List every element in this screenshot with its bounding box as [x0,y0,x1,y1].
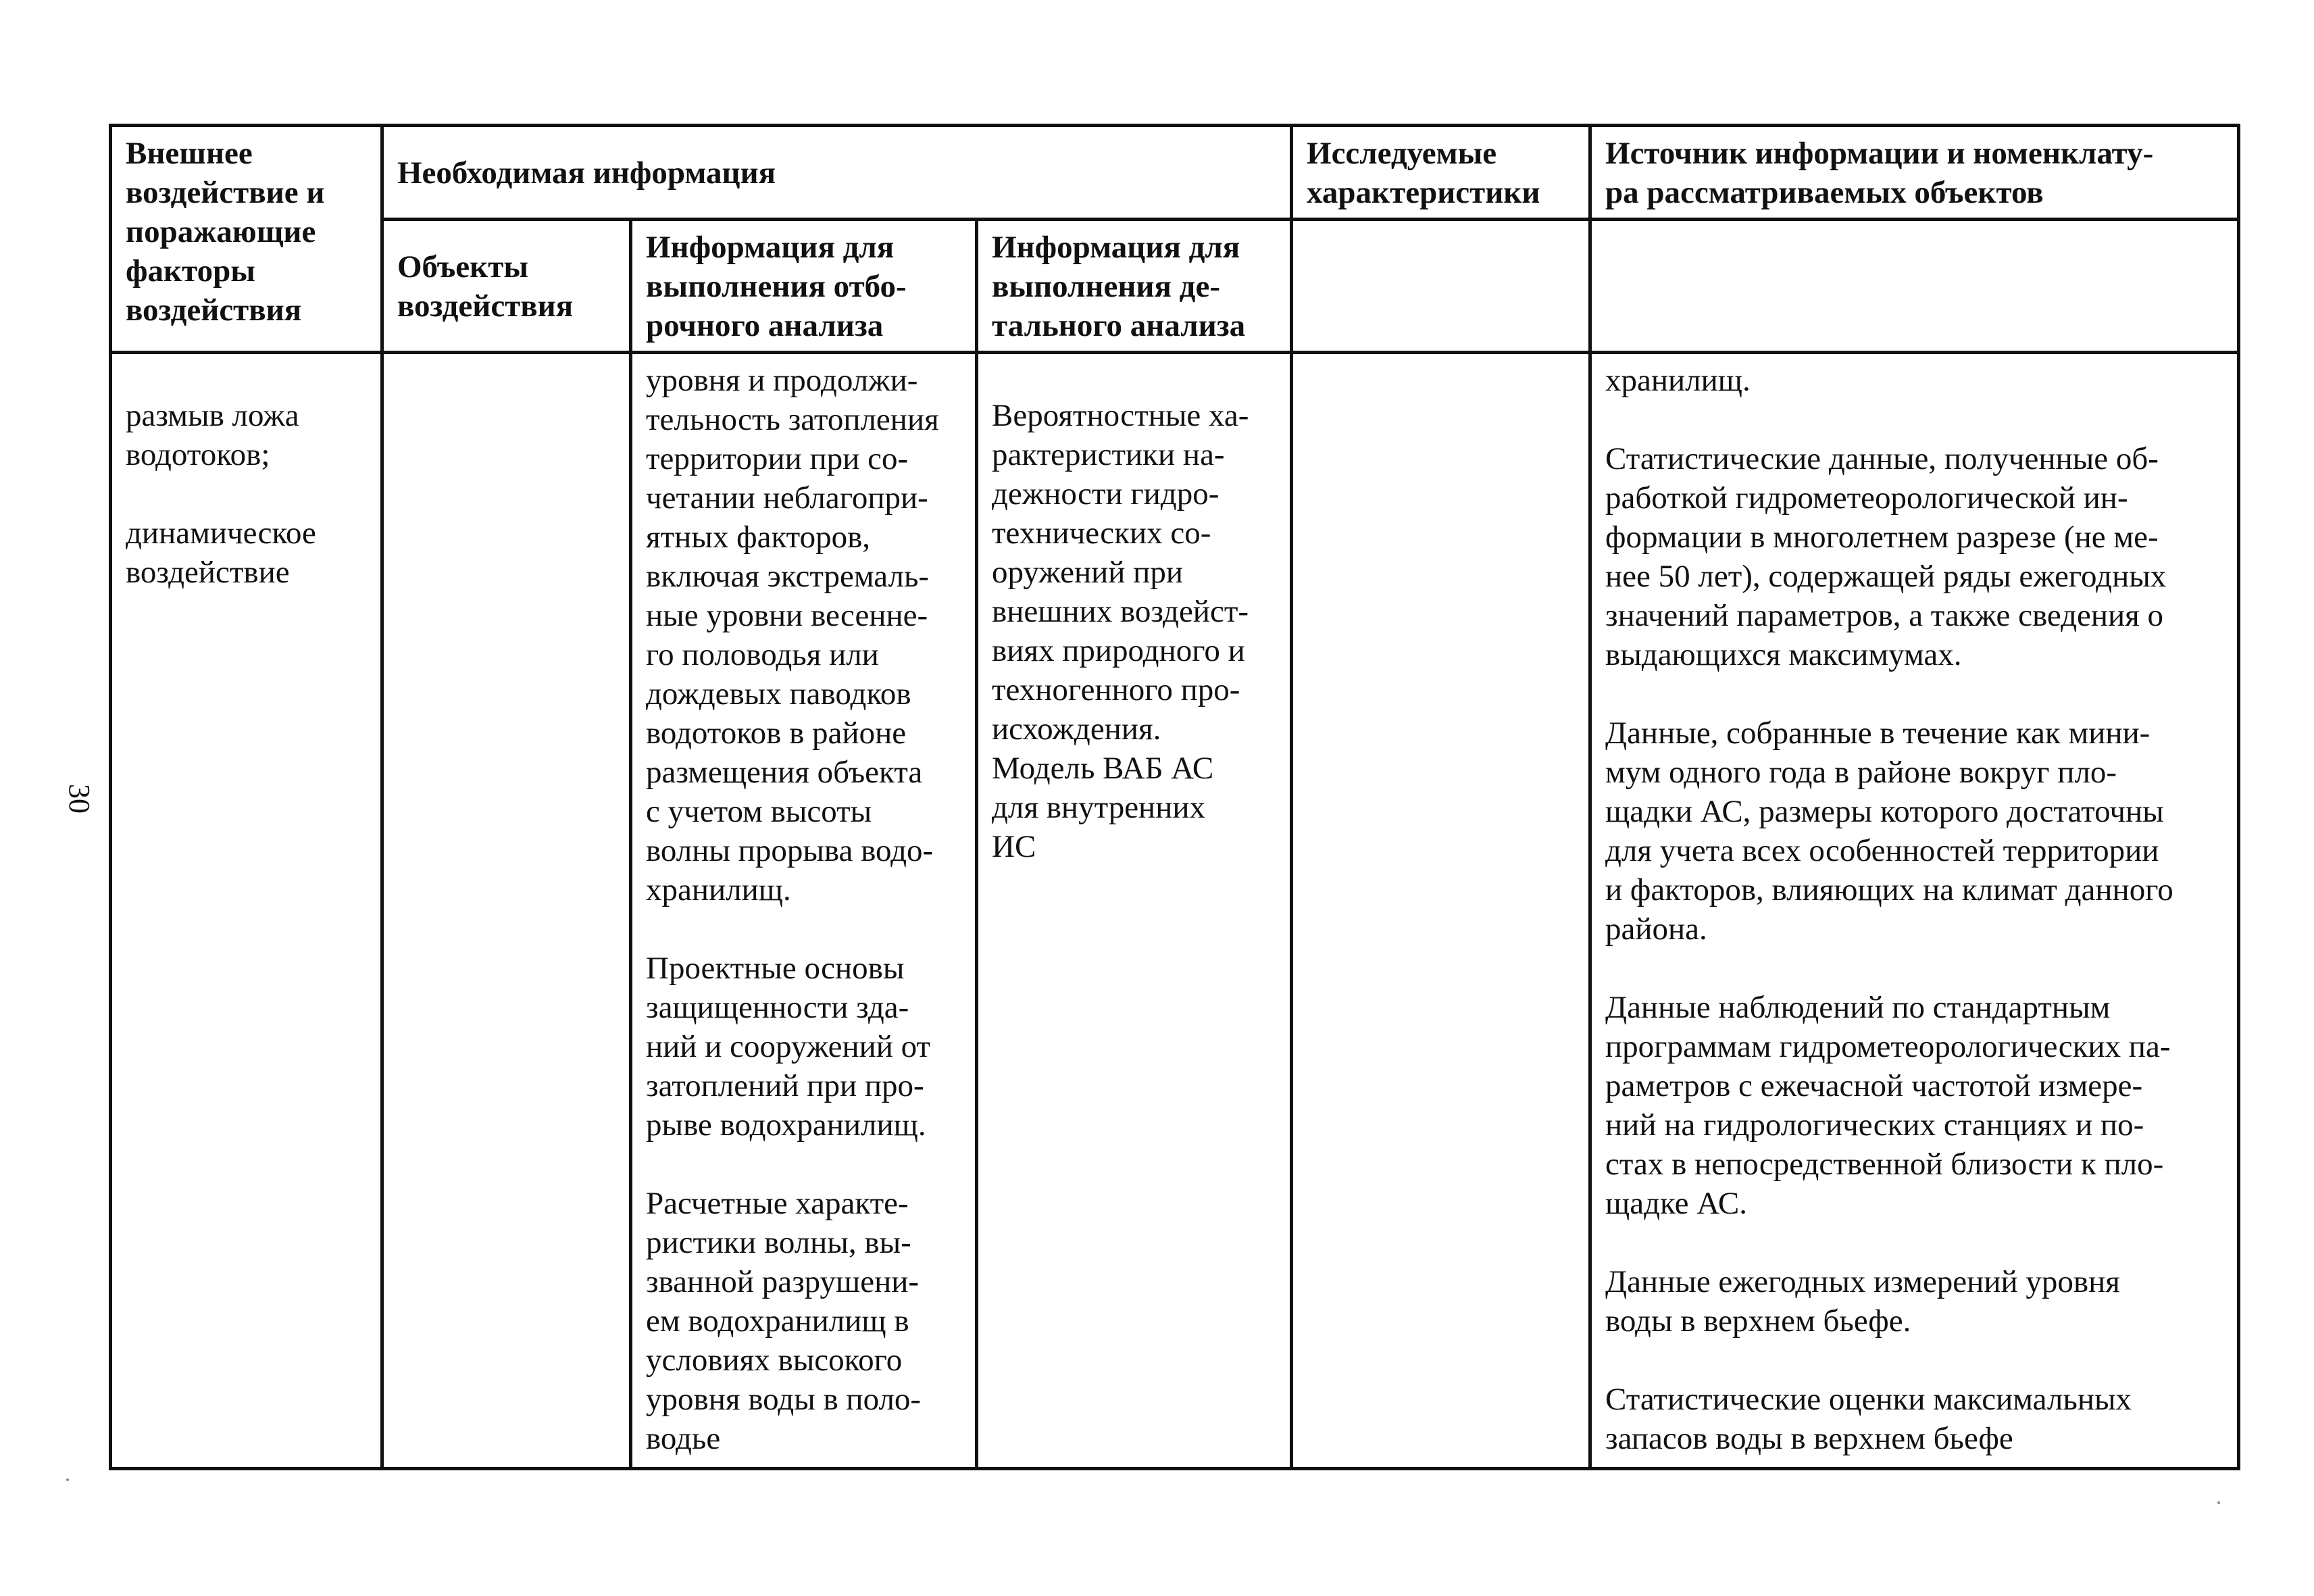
cell-detailed-info [977,353,1292,1469]
text-line: Статистические оценки максимальных [1605,1382,2132,1417]
paragraph [646,949,963,1145]
text-line: территории при со- [646,441,909,476]
paragraph-gap [1605,1341,2225,1380]
text-line: рочного анализа [646,308,884,343]
text-line: оружений при [992,555,1183,590]
text-line: дождевых паводков [646,676,911,712]
text-line: защищенности зда- [646,990,909,1025]
text-line: внешних воздейст- [992,594,1249,629]
paragraph [126,514,368,592]
header-row-2 [111,220,2239,353]
text-line: выполнения отбо- [646,269,907,304]
header-detailed-info [977,220,1292,353]
text-line: технических со- [992,516,1211,551]
text-line: Статистические данные, полученные об- [1605,441,2159,476]
text-line: характеристики [1307,175,1540,210]
text-line: уровня и продолжи- [646,363,918,398]
header-row-1 [111,126,2239,220]
text-line: Проектные основы [646,951,905,986]
text-line: ра рассматриваемых объектов [1605,175,2044,210]
text-line: условиях высокого [646,1343,903,1378]
text-line: Данные ежегодных измерений уровня [1605,1264,2120,1299]
header-characteristics-empty [1292,220,1590,353]
text-line: раметров с ежечасной частотой измере- [1605,1068,2143,1103]
text-line: нее 50 лет), содержащей ряды ежегодных [1605,559,2167,594]
paragraph [992,396,1278,866]
text-line: званной разрушени- [646,1264,920,1299]
text-line: значений параметров, а также сведения о [1605,598,2164,633]
text-line: четании неблагопри- [646,480,928,516]
text-line: рактеристики на- [992,437,1225,472]
header-characteristics [1292,126,1590,220]
cell-characteristics [1292,353,1590,1469]
text-line: волны прорыва водо- [646,833,934,868]
text-line: хранилищ. [646,872,791,907]
header-source-info [1590,126,2239,220]
text-line: воздействия [126,293,302,328]
text-line: техногенного про- [992,672,1240,707]
text-line: Модель ВАБ АС [992,751,1214,786]
text-line: тельность затопления [646,402,939,437]
paragraph [1605,714,2225,949]
paragraph [1605,1380,2225,1458]
text-line: Объекты [397,249,529,284]
text-line: рыве водохранилищ. [646,1107,926,1143]
text-line: ний и сооружений от [646,1029,931,1064]
text-line: и факторов, влияющих на климат данного [1605,872,2173,907]
header-objects [382,220,631,353]
text-line: формации в многолетнем разрезе (не ме- [1605,520,2159,555]
paragraph [1605,361,2225,400]
text-line: ИС [992,829,1036,864]
paragraph [646,1184,963,1458]
paragraph-gap [646,1145,963,1184]
paragraph [1605,988,2225,1223]
text-line: затоплений при про- [646,1068,924,1103]
body-row [111,353,2239,1469]
text-line: воздействия [397,289,574,324]
text-line: щадки АС, размеры которого достаточны [1605,794,2164,829]
paragraph-gap [1605,1223,2225,1262]
paragraph-gap [646,909,963,949]
header-required-info [382,126,1292,220]
text-line: размыв ложа [126,398,299,433]
text-line: воздействие и [126,175,325,210]
cell-external-impact [111,353,382,1469]
text-line: включая экстремаль- [646,559,930,594]
text-line: Исследуемые [1307,136,1497,171]
paragraph [1605,439,2225,674]
page-number: 30 [63,784,97,814]
text-line: размещения объекта [646,755,923,790]
header-screening-info [631,220,977,353]
text-line: виях природного и [992,633,1245,668]
paragraph-gap [1605,400,2225,439]
paragraph [646,361,963,909]
text-line: стах в непосредственной близости к пло- [1605,1147,2164,1182]
paragraph-gap [1605,949,2225,988]
text-line: воздействие [126,555,290,590]
text-line: работкой гидрометеорологической ин- [1605,480,2128,516]
text-line: выдающихся максимумах. [1605,637,1962,672]
text-line: щадке АС. [1605,1186,1747,1221]
text-line: для учета всех особенностей территории [1605,833,2159,868]
text-line: тального анализа [992,308,1246,343]
text-line: Вероятностные ха- [992,398,1249,433]
paragraph-gap [1605,674,2225,714]
text-line: программам гидрометеорологических па- [1605,1029,2171,1064]
text-line: ные уровни весенне- [646,598,928,633]
text-line: Данные наблюдений по стандартным [1605,990,2111,1025]
paragraph [126,396,368,474]
text-line: воды в верхнем бьефе. [1605,1303,1911,1339]
header-external-impact [111,126,382,353]
text-line: Информация для [992,230,1240,265]
text-line: Источник информации и номенклату- [1605,136,2154,171]
text-line: Данные, собранные в течение как мини- [1605,716,2150,751]
text-line: выполнения де- [992,269,1220,304]
text-line: Информация для [646,230,895,265]
scan-speck [66,1478,69,1481]
header-source-info-empty [1590,220,2239,353]
text-line: исхождения. [992,712,1161,747]
text-line: водотоков; [126,437,270,472]
text-line: ем водохранилищ в [646,1303,909,1339]
paragraph-gap [126,474,368,514]
text-line: ний на гидрологических станциях и по- [1605,1107,2144,1143]
text-line: го половодья или [646,637,879,672]
cell-objects [382,353,631,1469]
text-line: мум одного года в районе вокруг пло- [1605,755,2117,790]
text-line: водотоков в районе [646,716,907,751]
header-required-info-label: Необходимая информация [397,155,776,191]
text-line: с учетом высоты [646,794,872,829]
text-line: ристики волны, вы- [646,1225,911,1260]
text-line: факторы [126,253,255,289]
text-line: Расчетные характе- [646,1186,909,1221]
text-line: Внешнее [126,136,253,171]
text-line: ятных факторов, [646,520,871,555]
cell-source-info [1590,353,2239,1469]
text-line: района. [1605,912,1707,947]
paragraph [1605,1262,2225,1341]
text-line: дежности гидро- [992,476,1219,512]
text-line: поражающие [126,214,316,249]
text-line: уровня воды в поло- [646,1382,922,1417]
text-line: для внутренних [992,790,1206,825]
text-line: водье [646,1421,721,1456]
text-line: хранилищ. [1605,363,1751,398]
requirements-table [109,124,2240,1470]
cell-screening-info [631,353,977,1469]
text-line: динамическое [126,516,316,551]
text-line: запасов воды в верхнем бьефе [1605,1421,2013,1456]
scan-speck [2217,1501,2220,1504]
